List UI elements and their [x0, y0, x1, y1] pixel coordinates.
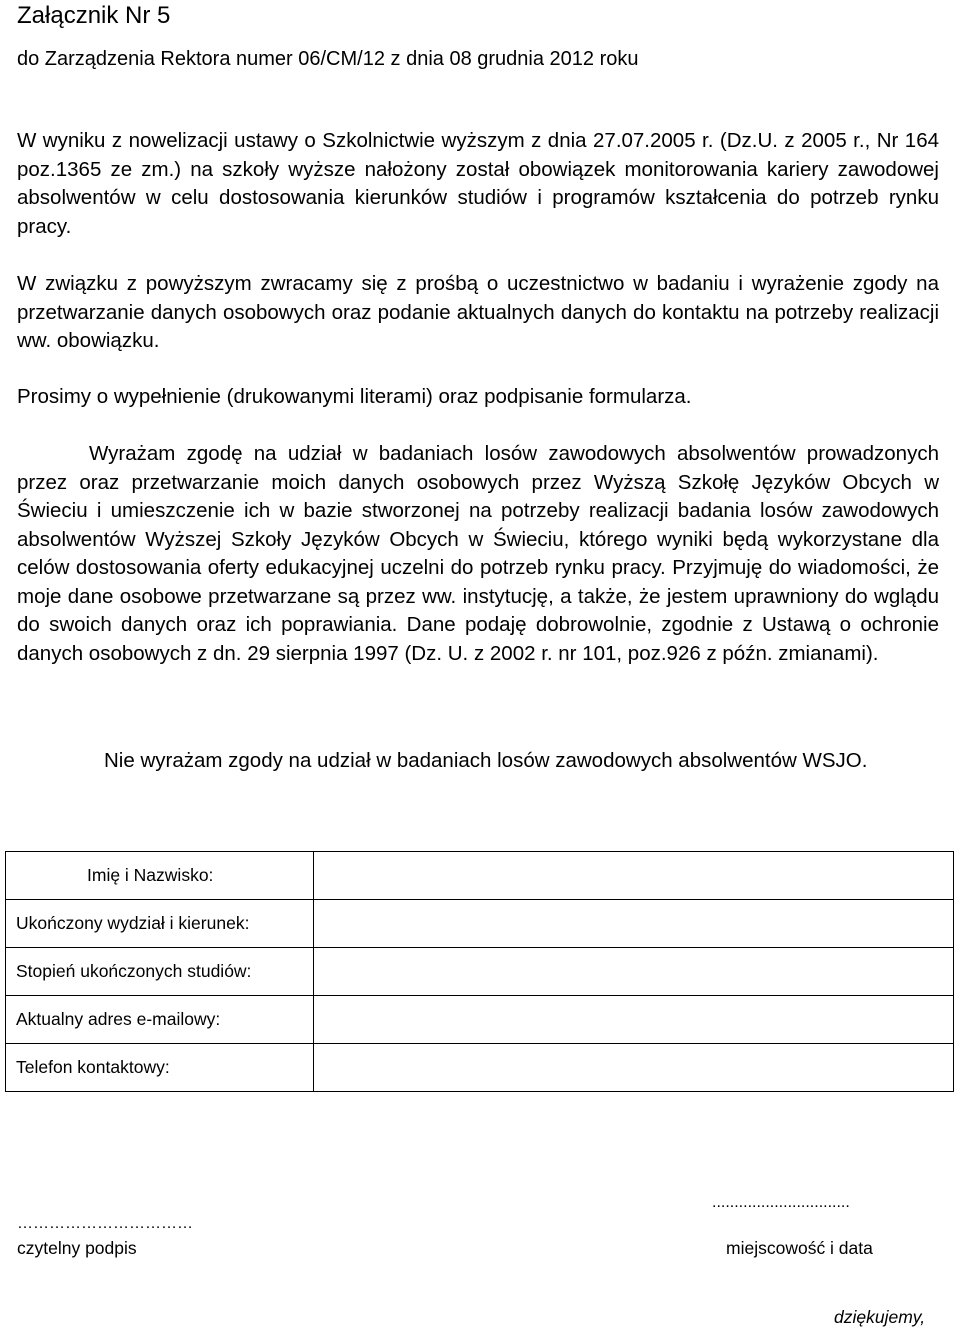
thanks-text: dziękujemy,	[834, 1307, 926, 1327]
signature-label: czytelny podpis	[17, 1238, 137, 1258]
document-title: Załącznik Nr 5	[17, 2, 171, 29]
signature-line: ……………………………	[17, 1215, 193, 1232]
form-label-email: Aktualny adres e-mailowy:	[6, 996, 314, 1044]
form-field-name[interactable]	[314, 852, 954, 900]
document-subtitle: do Zarządzenia Rektora numer 06/CM/12 z dnia 08 grudnia 2012 roku	[17, 48, 639, 70]
form-row-email	[6, 996, 954, 1044]
form-row-name	[6, 852, 954, 900]
form-field-faculty[interactable]	[314, 900, 954, 948]
form-row-degree	[6, 948, 954, 996]
form-label-phone: Telefon kontaktowy:	[6, 1044, 314, 1092]
place-date-line: ...............................	[712, 1194, 850, 1211]
form-field-email[interactable]	[314, 996, 954, 1044]
form-label-name: Imię i Nazwisko:	[6, 852, 314, 900]
form-label-faculty: Ukończony wydział i kierunek:	[6, 900, 314, 948]
consent-paragraph: Wyrażam zgodę na udział w badaniach losów zawodowych absolwentów prowadzonych przez oraz przetwarzanie moich danych osobowych przez Wyższą Szkołę Języków Obcych w Świeciu i umieszczenie ich w bazie stworzonej na potrzeby realizacji badania losów zawodowych absolwentów Wyższej Szkoły Języków Obcych w Świeciu, którego wyniki będą wykorzystane dla celów dostosowania oferty edukacyjnej uczelni do potrzeb rynku pracy. Przyjmuję do wiadomości, że moje dane osobowe przetwarzane są przez ww. instytucję, a także, że jestem uprawniony do wglądu do swoich danych oraz ich poprawiania. Dane podaję dobrowolnie, zgodnie z Ustawą o ochronie danych osobowych z dn. 29 sierpnia 1997 (Dz. U. z 2002 r. nr 101, poz.926 z późn. zmianami).	[17, 442, 939, 665]
form-row-phone	[6, 1044, 954, 1092]
personal-data-form	[5, 851, 954, 1092]
no-consent-paragraph: Nie wyrażam zgody na udział w badaniach losów zawodowych absolwentów WSJO.	[104, 749, 868, 772]
instruction-paragraph: Prosimy o wypełnienie (drukowanymi literami) oraz podpisanie formularza.	[17, 385, 692, 408]
form-field-phone[interactable]	[314, 1044, 954, 1092]
form-field-degree[interactable]	[314, 948, 954, 996]
form-row-faculty	[6, 900, 954, 948]
request-paragraph: W związku z powyższym zwracamy się z prośbą o uczestnictwo w badaniu i wyrażenie zgody na przetwarzanie danych osobowych oraz podanie aktualnych danych do kontaktu na potrzeby realizacji ww. obowiązku.	[17, 272, 939, 352]
form-label-degree: Stopień ukończonych studiów:	[6, 948, 314, 996]
intro-paragraph: W wyniku z nowelizacji ustawy o Szkolnictwie wyższym z dnia 27.07.2005 r. (Dz.U. z 2005 r., Nr 164 poz.1365 ze zm.) na szkoły wyższe nałożony został obowiązek monitorowania kariery zawodowej absolwentów w celu dostosowania kierunków studiów i programów kształcenia do potrzeb rynku pracy.	[17, 129, 939, 238]
place-date-label: miejscowość i data	[726, 1238, 873, 1258]
